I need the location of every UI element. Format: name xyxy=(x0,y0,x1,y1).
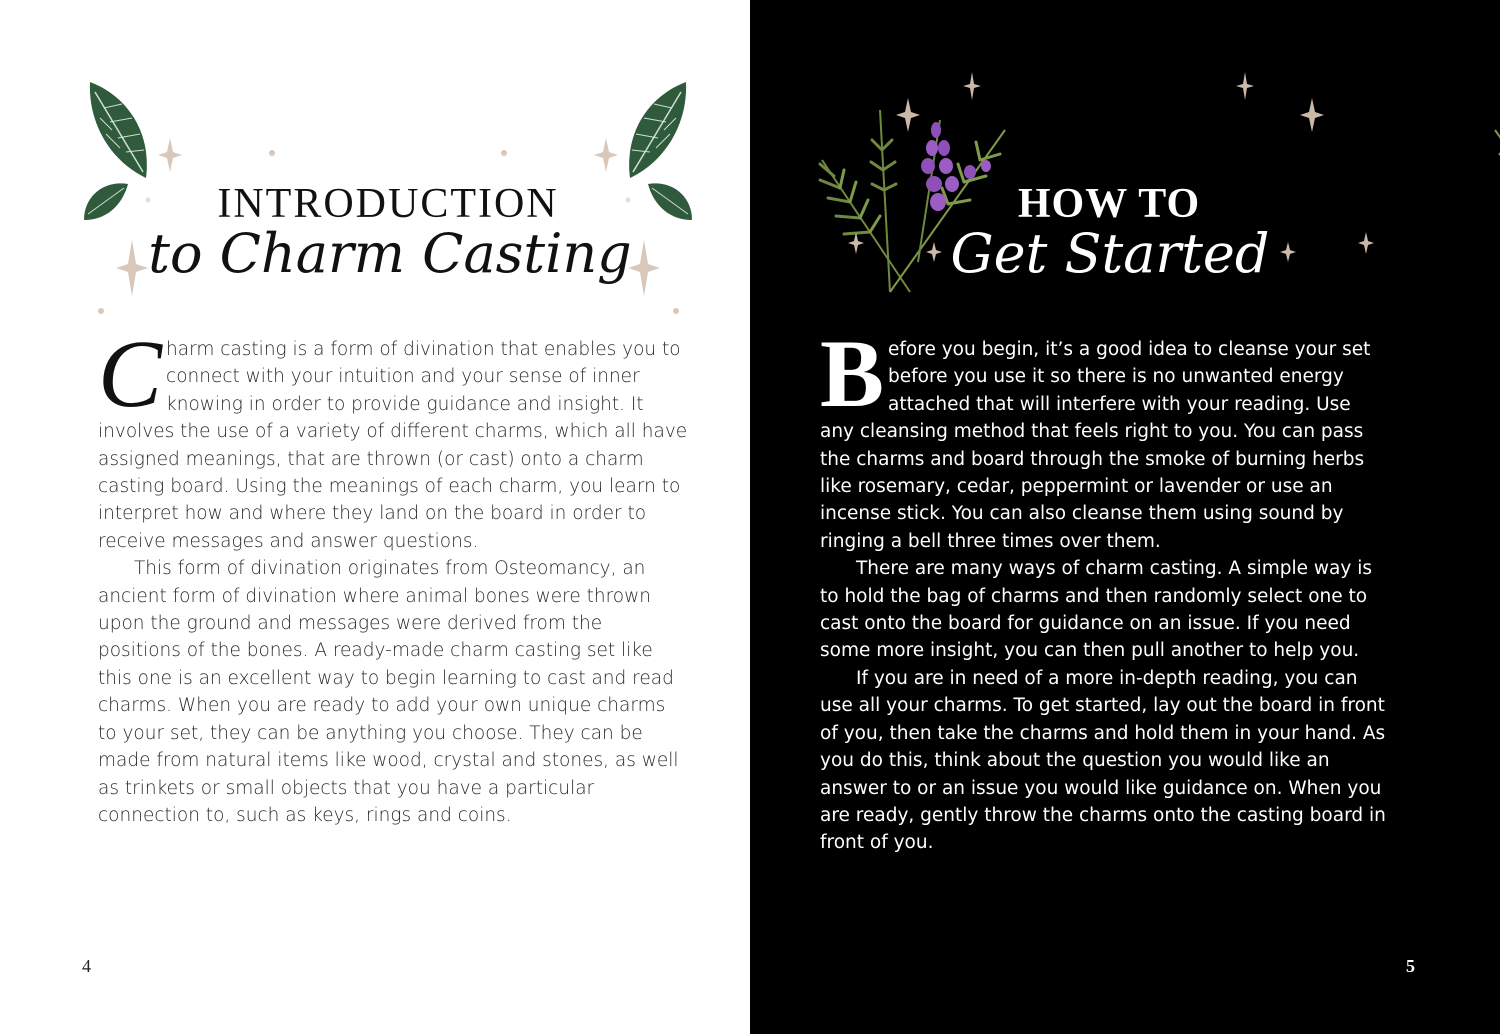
page-title-script: Get Started xyxy=(950,222,1270,285)
sparkle-icon xyxy=(963,72,981,100)
page-number: 4 xyxy=(82,956,91,976)
paragraph-text: efore you begin, it’s a good idea to cleanse your set before you use it so there is no unwanted energy attached that will interfere with your reading. Use any cleansing method that feels right to you. You can pass the charms and board through the smoke of burning herbs like rosemary, cedar, peppermint or lavender or use an incense stick. You can also cleanse them using sound by ringing a bell three times over them. xyxy=(820,339,1371,552)
paragraph: There are many ways of charm casting. A simple way is to hold the bag of charms and then randomly select one to cast onto the board for guidance on an issue. If you need some more insight, you can then pull another to help you. xyxy=(820,558,1372,662)
paragraph: This form of divination originates from Osteomancy, an ancient form of divination where animal bones were thrown upon the ground and messages were derived from the positions of the bones. A ready-made charm casting set like this one is an excellent way to begin learning to cast and read charms. When you are ready to add your own unique charms to your set, they can be anything you choose. They can be made from natural items like wood, crystal and stones, as well as trinkets or small objects that you have a particular connection to, such as keys, rings and coins. xyxy=(98,558,679,826)
dot-icon xyxy=(501,150,507,156)
page-title-main: INTRODUCTION xyxy=(217,181,559,227)
rosemary-sprig-icon xyxy=(1495,130,1500,292)
body-text xyxy=(820,320,1386,857)
drop-cap: B xyxy=(820,320,885,427)
page-title-script: to Charm Casting xyxy=(148,222,632,285)
green-leaf-icon xyxy=(90,82,147,178)
page-title-main: HOW TO xyxy=(1017,181,1201,227)
paragraph xyxy=(98,320,688,555)
paragraph-text: harm casting is a form of divination that enables you to connect with your intuition and your sense of inner knowing in order to provide guidance and insight. It involves the use of a variety of different charms, which all have assigned meanings, that are thrown (or cast) onto a charm casting board. Using the meanings of each charm, you learn to interpret how and where they land on the board in order to receive messages and answer questions. xyxy=(98,339,688,552)
green-leaf-icon xyxy=(629,82,686,178)
paragraph xyxy=(820,320,1386,555)
dot-icon xyxy=(673,308,679,314)
page-number: 5 xyxy=(1406,956,1415,976)
drop-cap: C xyxy=(98,320,163,427)
sparkle-icon xyxy=(896,98,920,132)
body-text xyxy=(98,320,688,829)
sparkle-icon xyxy=(158,138,182,172)
dot-icon xyxy=(98,308,104,314)
paragraph: If you are in need of a more in-depth reading, you can use all your charms. To get started, lay out the board in front of you, then take the charms and hold them in your hand. As you do this, think about the question you would like an answer to or an issue you would like guidance on. When you are ready, gently throw the charms onto the casting board in front of you. xyxy=(820,667,1386,854)
right-page xyxy=(750,0,1500,1034)
sparkle-icon xyxy=(594,138,618,172)
sparkle-icon xyxy=(1236,72,1254,100)
sparkle-icon xyxy=(1300,98,1324,132)
dot-icon xyxy=(269,150,275,156)
